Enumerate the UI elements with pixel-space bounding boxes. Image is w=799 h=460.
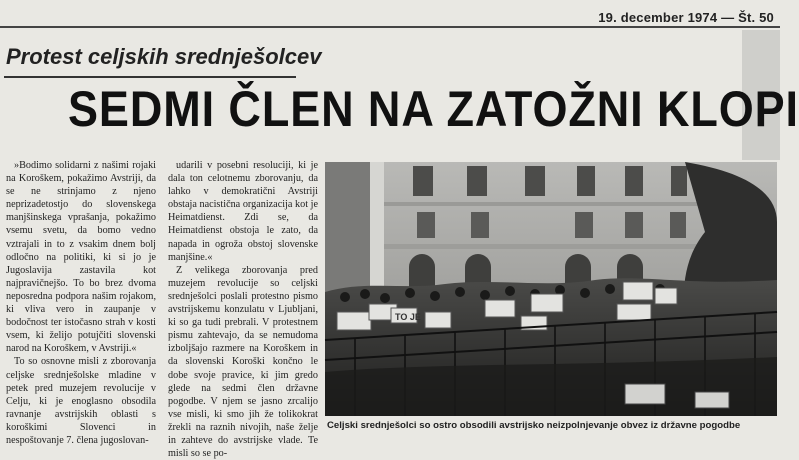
protest-photo-illustration — [325, 162, 777, 416]
protest-photo — [325, 162, 777, 416]
photo-caption: Celjski srednješolci so ostro obsodili avstrijsko neizpolnjevanje obvez iz državne pogodbe — [327, 420, 741, 431]
article-column-2 — [168, 159, 318, 460]
header-rule — [0, 26, 780, 28]
article-headline: SEDMI ČLEN NA ZATOŽNI KLOPI — [68, 81, 799, 137]
issue-date: 19. december 1974 — Št. 50 — [598, 10, 774, 25]
col2-paragraph-2: Z velikega zborovanja pred muzejem revolucije so celjski srednješolci poslali protestno pismo avstrijskemu konzulatu v Ljubljani, ki so ga tudi prebrali. V protestnem pismu zahtevajo, da se nemudoma izboljšajo razmere na Koroškem in da slovenski Koroški končno le dobe svoje pravice, ki jim gredo glede na sedmi člen državne pogodbe. V njem se jasno zrcalijo vse misli, ki smo jih že tolikokrat žrekli na raznih nivojih, naše želje in zahteve do avstrijske vlade. Te misli so se po- — [168, 264, 318, 460]
col1-paragraph-1: »Bodimo solidarni z našimi rojaki na Koroškem, pokažimo Avstriji, da se ne strinjamo z njeno neprizadetostjo do slovenskega manjšinskega vprašanja, pokažimo vsemu svetu, da bomo vedno vztrajali in to z vsakim dnem bolj odločno na politiki, ki si jo je Jugoslavija zastavila kot najpravičnejšo. To bo brez dvoma neposredna podpora našim rojakom, ki vliva vero in zaupanje v bodočnost ter istočasno strah v kosti vsem, ki želijo potujčiti slovenski narod na Koroškem, v Avstriji.« — [6, 160, 156, 355]
col1-paragraph-2: To so osnovne misli z zborovanja celjske srednješolske mladine v petek pred muzejem revolucije v Celju, ki je enoglasno obsodila ravnanje avstrijskih oblasti s koroškimi Slovenci in nespoštovanje 7. člena jugoslovan- — [6, 356, 156, 446]
col2-paragraph-1: udarili v posebni resoluciji, ki je dala ton celotnemu zborovanju, da lahko v demokratični Avstriji obstaja nacistična organizacija kot je Heimatdienst. Zdi se, da Heimatdienst obstoja le zato, da napada in ogroža obstoj slovenske manjšine.« — [168, 160, 318, 263]
kicker-underline — [4, 76, 296, 78]
placard-text: TO JE — [395, 312, 421, 322]
article-kicker: Protest celjskih srednješolcev — [6, 44, 322, 69]
article-column-1 — [6, 159, 156, 451]
